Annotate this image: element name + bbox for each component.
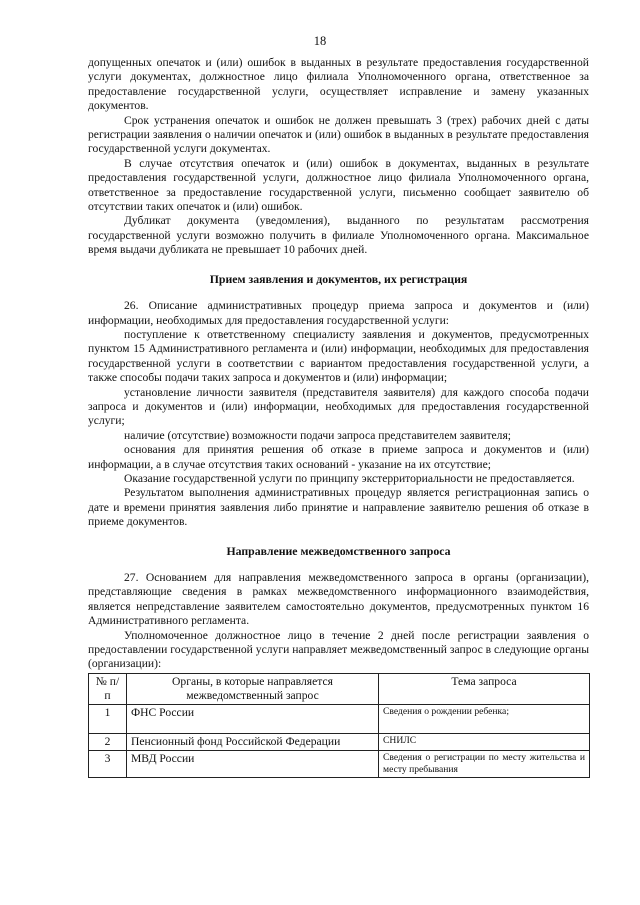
paragraph: Оказание государственной услуги по принципу экстерриториальности не предоставляется. <box>124 471 575 485</box>
paragraph: поступление к ответственному специалисту заявления и документов, предусмотренных пунктом 15 Административного регламента и (или) информации, необходимых для предоставления государственной услуги в соответствии с вариантом предоставления государственной услуги, а также способы подачи таких запроса и документов и (или) информации; <box>88 327 589 385</box>
paragraph: Дубликат документа (уведомления), выданного по результатам рассмотрения государственной услуги возможно получить в филиале Уполномоченного органа. Максимальное время выдачи дубликата не превышает 10 рабочих дней. <box>88 214 589 257</box>
row-number: 3 <box>89 750 127 777</box>
table-row <box>89 733 590 750</box>
header-agency: Органы, в которые направляется межведомственный запрос <box>127 673 379 704</box>
table-header-row <box>89 673 590 704</box>
agencies-table <box>88 673 590 778</box>
page-number: 18 <box>313 34 327 48</box>
paragraph: наличие (отсутствие) возможности подачи запроса представителем заявителя; <box>124 428 512 442</box>
paragraph: установление личности заявителя (представителя заявителя) для каждого способа подачи запроса и документов и (или) информации, необходимых для предоставления государственной услуги; <box>88 385 589 428</box>
paragraph: В случае отсутствия опечаток и (или) ошибок в документах, выданных в результате предоставления государственной услуги, должностное лицо филиала Уполномоченного органа, ответственное за предоставление государственной услуги, письменно сообщает заявителю об отсутствии таких опечаток и (или) ошибок. <box>88 156 589 214</box>
row-topic: Сведения о регистрации по месту жительства и месту пребывания <box>379 750 590 777</box>
row-number: 2 <box>89 733 127 750</box>
table-row <box>89 750 590 777</box>
section-heading: Направление межведомственного запроса <box>226 543 451 558</box>
row-number: 1 <box>89 704 127 733</box>
row-agency: Пенсионный фонд Российской Федерации <box>127 733 379 750</box>
row-agency: МВД России <box>127 750 379 777</box>
paragraph: 26. Описание административных процедур приема запроса и документов и (или) информации, необходимых для предоставления государственной услуги: <box>88 299 589 327</box>
header-topic: Тема запроса <box>379 673 590 704</box>
row-agency: ФНС России <box>127 704 379 733</box>
paragraph: основания для принятия решения об отказе в приеме запроса и документов и (или) информации, а в случае отсутствия таких оснований - указание на их отсутствие; <box>88 443 589 471</box>
row-topic: СНИЛС <box>379 733 590 750</box>
header-number: № п/п <box>89 673 127 704</box>
document-body <box>88 56 589 778</box>
row-topic: Сведения о рождении ребенка; <box>379 704 590 733</box>
paragraph: 27. Основанием для направления межведомственного запроса в органы (организации), представляющие сведения в рамках межведомственного информационного взаимодействия, является непредставление заявителем самостоятельно документов, предусмотренных пунктом 16 Административного регламента. <box>88 571 589 628</box>
paragraph: Срок устранения опечаток и ошибок не должен превышать 3 (трех) рабочих дней с даты регистрации заявления о наличии опечаток и (или) ошибок в выданных в результате предоставления государственной услуги документах. <box>88 113 589 156</box>
paragraph: допущенных опечаток и (или) ошибок в выданных в результате предоставления государственной услуги документах, должностное лицо филиала Уполномоченного органа, ответственное за предоставление государственной услуги, осуществляет исправление и замену указанных документов. <box>88 56 589 113</box>
section-heading: Прием заявления и документов, их регистрация <box>209 271 468 286</box>
paragraph: Результатом выполнения административных процедур является регистрационная запись о дате и времени принятия заявления либо принятие и направление заявителю решения об отказе в приеме документов. <box>88 486 589 529</box>
table-row <box>89 704 590 733</box>
paragraph: Уполномоченное должностное лицо в течение 2 дней после регистрации заявления о предоставлении государственной услуги направляет межведомственный запрос в следующие органы (организации): <box>88 628 589 671</box>
